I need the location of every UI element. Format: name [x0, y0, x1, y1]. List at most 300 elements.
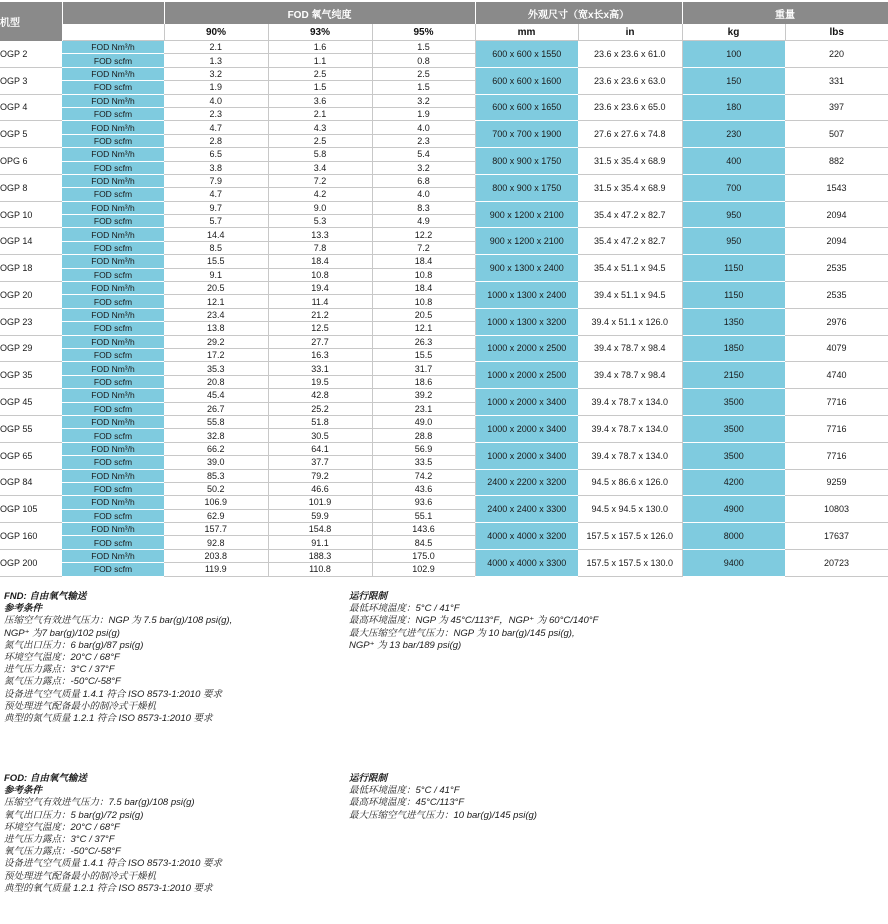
weight-lbs-cell: 4740 — [785, 362, 888, 389]
dims-mm-cell: 1000 x 2000 x 3400 — [475, 415, 578, 442]
notes-line: 典型的氮气质量 1.2.1 符合 ISO 8573-1:2010 要求 — [4, 713, 213, 725]
weight-kg-cell: 950 — [682, 201, 785, 228]
value-cell: 20.8 — [164, 375, 268, 388]
weight-lbs-cell: 397 — [785, 94, 888, 121]
weight-kg-cell: 180 — [682, 94, 785, 121]
value-cell: 119.9 — [164, 563, 268, 576]
dims-mm-cell: 600 x 600 x 1650 — [475, 94, 578, 121]
value-cell: 55.1 — [372, 509, 475, 522]
value-cell: 32.8 — [164, 429, 268, 442]
model-cell: OGP 10 — [0, 201, 62, 228]
header-model: 机型 — [0, 2, 62, 41]
notes-subtitle: 参考条件 — [4, 603, 43, 615]
unit-cell: FOD scfm — [62, 161, 164, 174]
unit-cell: FOD scfm — [62, 563, 164, 576]
unit-cell: FOD Nm³/h — [62, 174, 164, 187]
value-cell: 13.8 — [164, 322, 268, 335]
unit-cell: FOD scfm — [62, 482, 164, 495]
unit-cell: FOD scfm — [62, 107, 164, 120]
dims-in-cell: 94.5 x 94.5 x 130.0 — [578, 496, 682, 523]
header-purity-95: 95% — [372, 24, 475, 41]
unit-cell: FOD scfm — [62, 81, 164, 94]
dims-in-cell: 39.4 x 51.1 x 94.5 — [578, 282, 682, 309]
value-cell: 9.1 — [164, 268, 268, 281]
unit-cell: FOD scfm — [62, 509, 164, 522]
value-cell: 1.5 — [268, 81, 372, 94]
dims-in-cell: 35.4 x 51.1 x 94.5 — [578, 255, 682, 282]
header-dims-group: 外观尺寸（宽x长x高） — [475, 2, 682, 24]
unit-cell: FOD Nm³/h — [62, 469, 164, 482]
value-cell: 85.3 — [164, 469, 268, 482]
value-cell: 4.0 — [164, 94, 268, 107]
table-row — [0, 335, 888, 348]
model-cell: OGP 5 — [0, 121, 62, 148]
value-cell: 1.6 — [268, 41, 372, 54]
notes-line: 预处理进气配备最小的制冷式干燥机 — [4, 700, 157, 712]
value-cell: 43.6 — [372, 482, 475, 495]
dims-mm-cell: 800 x 900 x 1750 — [475, 174, 578, 201]
table-row — [0, 228, 888, 241]
unit-cell: FOD scfm — [62, 348, 164, 361]
table-row — [0, 148, 888, 161]
value-cell: 25.2 — [268, 402, 372, 415]
unit-cell: FOD scfm — [62, 402, 164, 415]
table-row — [0, 41, 888, 54]
value-cell: 4.9 — [372, 215, 475, 228]
header-row-sub — [0, 24, 888, 41]
value-cell: 11.4 — [268, 295, 372, 308]
notes-line: 环境空气温度：20°C / 68°F — [4, 821, 120, 833]
notes-line: 氧气出口压力：5 bar(g)/72 psi(g) — [4, 809, 144, 821]
notes-line: NGP⁺ 为 13 bar/189 psi(g) — [349, 639, 462, 651]
notes-lines — [349, 785, 537, 822]
unit-cell: FOD Nm³/h — [62, 335, 164, 348]
notes-title: 运行限制 — [349, 591, 388, 602]
unit-cell: FOD scfm — [62, 188, 164, 201]
weight-kg-cell: 1150 — [682, 282, 785, 309]
weight-lbs-cell: 2094 — [785, 201, 888, 228]
dims-mm-cell: 1000 x 1300 x 2400 — [475, 282, 578, 309]
header-weight-group: 重量 — [682, 2, 888, 24]
value-cell: 92.8 — [164, 536, 268, 549]
model-cell: OGP 45 — [0, 389, 62, 416]
dims-mm-cell: 4000 x 4000 x 3200 — [475, 523, 578, 550]
dims-mm-cell: 1000 x 2000 x 3400 — [475, 442, 578, 469]
notes-top-left — [4, 591, 232, 725]
value-cell: 5.8 — [268, 148, 372, 161]
notes-line: 氮气出口压力：6 bar(g)/87 psi(g) — [4, 639, 144, 651]
weight-lbs-cell: 4079 — [785, 335, 888, 362]
value-cell: 15.5 — [372, 348, 475, 361]
header-purity-group: FOD 氧气纯度 — [164, 2, 475, 24]
value-cell: 28.8 — [372, 429, 475, 442]
value-cell: 5.7 — [164, 215, 268, 228]
model-cell: OGP 200 — [0, 549, 62, 576]
model-cell: OGP 14 — [0, 228, 62, 255]
dims-in-cell: 39.4 x 78.7 x 134.0 — [578, 389, 682, 416]
value-cell: 55.8 — [164, 415, 268, 428]
value-cell: 6.8 — [372, 174, 475, 187]
value-cell: 33.1 — [268, 362, 372, 375]
dims-in-cell: 39.4 x 78.7 x 98.4 — [578, 362, 682, 389]
weight-lbs-cell: 882 — [785, 148, 888, 175]
unit-cell: FOD Nm³/h — [62, 148, 164, 161]
header-in: in — [578, 24, 682, 41]
notes-line: NGP⁺ 为7 bar(g)/102 psi(g) — [4, 627, 120, 639]
notes-title: 运行限制 — [349, 773, 388, 784]
value-cell: 17.2 — [164, 348, 268, 361]
weight-kg-cell: 3500 — [682, 442, 785, 469]
value-cell: 29.2 — [164, 335, 268, 348]
value-cell: 12.5 — [268, 322, 372, 335]
model-cell: OGP 18 — [0, 255, 62, 282]
value-cell: 10.8 — [268, 268, 372, 281]
notes-lines — [349, 603, 598, 652]
dims-mm-cell: 1000 x 2000 x 3400 — [475, 389, 578, 416]
table-row — [0, 201, 888, 214]
weight-kg-cell: 3500 — [682, 415, 785, 442]
value-cell: 19.5 — [268, 375, 372, 388]
value-cell: 23.1 — [372, 402, 475, 415]
value-cell: 12.2 — [372, 228, 475, 241]
dims-in-cell: 23.6 x 23.6 x 63.0 — [578, 67, 682, 94]
value-cell: 1.1 — [268, 54, 372, 67]
table-row — [0, 308, 888, 321]
value-cell: 4.2 — [268, 188, 372, 201]
weight-lbs-cell: 10803 — [785, 496, 888, 523]
table-row — [0, 549, 888, 562]
weight-kg-cell: 4900 — [682, 496, 785, 523]
value-cell: 3.4 — [268, 161, 372, 174]
weight-lbs-cell: 17637 — [785, 523, 888, 550]
value-cell: 157.7 — [164, 523, 268, 536]
weight-lbs-cell: 331 — [785, 67, 888, 94]
header-row-group — [0, 2, 888, 24]
value-cell: 101.9 — [268, 496, 372, 509]
value-cell: 8.5 — [164, 241, 268, 254]
value-cell: 1.5 — [372, 41, 475, 54]
weight-kg-cell: 9400 — [682, 549, 785, 576]
notes-line: 最大压缩空气进气压力：NGP 为 10 bar(g)/145 psi(g), — [349, 627, 575, 639]
notes-line: 设备进气空气质量 1.4.1 符合 ISO 8573-1:2010 要求 — [4, 858, 223, 870]
spec-table-body — [0, 41, 888, 577]
value-cell: 106.9 — [164, 496, 268, 509]
value-cell: 3.2 — [372, 94, 475, 107]
unit-cell: FOD Nm³/h — [62, 496, 164, 509]
dims-mm-cell: 900 x 1200 x 2100 — [475, 228, 578, 255]
value-cell: 1.9 — [372, 107, 475, 120]
table-row — [0, 174, 888, 187]
value-cell: 18.4 — [372, 255, 475, 268]
header-purity-93: 93% — [268, 24, 372, 41]
spec-table — [0, 2, 888, 577]
dims-in-cell: 94.5 x 86.6 x 126.0 — [578, 469, 682, 496]
notes-bottom-left — [4, 773, 222, 895]
value-cell: 2.3 — [372, 134, 475, 147]
model-cell: OGP 3 — [0, 67, 62, 94]
weight-kg-cell: 100 — [682, 41, 785, 68]
value-cell: 16.3 — [268, 348, 372, 361]
table-row — [0, 389, 888, 402]
value-cell: 12.1 — [164, 295, 268, 308]
weight-kg-cell: 1150 — [682, 255, 785, 282]
notes-line: 最低环境温度：5°C / 41°F — [349, 603, 460, 615]
weight-kg-cell: 3500 — [682, 389, 785, 416]
header-unit-spacer — [62, 2, 164, 24]
table-row — [0, 442, 888, 455]
dims-in-cell: 35.4 x 47.2 x 82.7 — [578, 228, 682, 255]
unit-cell: FOD Nm³/h — [62, 523, 164, 536]
dims-mm-cell: 1000 x 2000 x 2500 — [475, 335, 578, 362]
model-cell: OGP 84 — [0, 469, 62, 496]
value-cell: 15.5 — [164, 255, 268, 268]
model-cell: OGP 4 — [0, 94, 62, 121]
table-row — [0, 255, 888, 268]
dims-in-cell: 23.6 x 23.6 x 65.0 — [578, 94, 682, 121]
table-row — [0, 496, 888, 509]
notes-line: 典型的氧气质量 1.2.1 符合 ISO 8573-1:2010 要求 — [4, 882, 213, 894]
dims-in-cell: 31.5 x 35.4 x 68.9 — [578, 148, 682, 175]
dims-in-cell: 31.5 x 35.4 x 68.9 — [578, 174, 682, 201]
dims-mm-cell: 600 x 600 x 1550 — [475, 41, 578, 68]
value-cell: 2.5 — [268, 134, 372, 147]
notes-line: 最大压缩空气进气压力：10 bar(g)/145 psi(g) — [349, 809, 537, 821]
unit-cell: FOD Nm³/h — [62, 308, 164, 321]
weight-lbs-cell: 2976 — [785, 308, 888, 335]
dims-in-cell: 39.4 x 78.7 x 98.4 — [578, 335, 682, 362]
value-cell: 1.5 — [372, 81, 475, 94]
value-cell: 4.3 — [268, 121, 372, 134]
value-cell: 49.0 — [372, 415, 475, 428]
unit-cell: FOD scfm — [62, 134, 164, 147]
value-cell: 18.4 — [372, 282, 475, 295]
header-unit-blank — [62, 24, 164, 41]
notes-line: 进气压力露点：3°C / 37°F — [4, 664, 115, 676]
header-purity-90: 90% — [164, 24, 268, 41]
value-cell: 2.8 — [164, 134, 268, 147]
value-cell: 37.7 — [268, 456, 372, 469]
weight-lbs-cell: 2535 — [785, 255, 888, 282]
value-cell: 35.3 — [164, 362, 268, 375]
value-cell: 9.7 — [164, 201, 268, 214]
unit-cell: FOD Nm³/h — [62, 201, 164, 214]
value-cell: 62.9 — [164, 509, 268, 522]
value-cell: 39.2 — [372, 389, 475, 402]
notes-lines — [4, 615, 232, 725]
weight-lbs-cell: 20723 — [785, 549, 888, 576]
value-cell: 20.5 — [164, 282, 268, 295]
table-row — [0, 469, 888, 482]
weight-kg-cell: 230 — [682, 121, 785, 148]
notes-bottom-right — [349, 773, 537, 822]
dims-in-cell: 23.6 x 23.6 x 61.0 — [578, 41, 682, 68]
value-cell: 84.5 — [372, 536, 475, 549]
value-cell: 7.8 — [268, 241, 372, 254]
value-cell: 154.8 — [268, 523, 372, 536]
weight-lbs-cell: 2535 — [785, 282, 888, 309]
weight-lbs-cell: 2094 — [785, 228, 888, 255]
unit-cell: FOD Nm³/h — [62, 94, 164, 107]
unit-cell: FOD scfm — [62, 54, 164, 67]
value-cell: 4.7 — [164, 121, 268, 134]
unit-cell: FOD Nm³/h — [62, 41, 164, 54]
value-cell: 2.1 — [164, 41, 268, 54]
unit-cell: FOD Nm³/h — [62, 121, 164, 134]
value-cell: 1.9 — [164, 81, 268, 94]
unit-cell: FOD Nm³/h — [62, 549, 164, 562]
value-cell: 3.6 — [268, 94, 372, 107]
value-cell: 51.8 — [268, 415, 372, 428]
value-cell: 18.6 — [372, 375, 475, 388]
value-cell: 203.8 — [164, 549, 268, 562]
value-cell: 23.4 — [164, 308, 268, 321]
value-cell: 4.7 — [164, 188, 268, 201]
dims-mm-cell: 1000 x 2000 x 2500 — [475, 362, 578, 389]
value-cell: 0.8 — [372, 54, 475, 67]
notes-lines — [4, 797, 222, 895]
weight-kg-cell: 950 — [682, 228, 785, 255]
model-cell: OGP 20 — [0, 282, 62, 309]
value-cell: 102.9 — [372, 563, 475, 576]
dims-in-cell: 39.4 x 51.1 x 126.0 — [578, 308, 682, 335]
notes-line: 预处理进气配备最小的制冷式干燥机 — [4, 870, 157, 882]
notes-top-right — [349, 591, 598, 652]
value-cell: 33.5 — [372, 456, 475, 469]
value-cell: 12.1 — [372, 322, 475, 335]
model-cell: OGP 29 — [0, 335, 62, 362]
value-cell: 26.3 — [372, 335, 475, 348]
model-cell: OGP 35 — [0, 362, 62, 389]
value-cell: 2.3 — [164, 107, 268, 120]
notes-line: 最高环境温度：NGP 为 45°C/113°F，NGP⁺ 为 60°C/140°F — [349, 615, 599, 627]
value-cell: 7.2 — [268, 174, 372, 187]
value-cell: 74.2 — [372, 469, 475, 482]
value-cell: 93.6 — [372, 496, 475, 509]
dims-mm-cell: 4000 x 4000 x 3300 — [475, 549, 578, 576]
weight-kg-cell: 1350 — [682, 308, 785, 335]
header-kg: kg — [682, 24, 785, 41]
dims-in-cell: 27.6 x 27.6 x 74.8 — [578, 121, 682, 148]
dims-in-cell: 157.5 x 157.5 x 126.0 — [578, 523, 682, 550]
value-cell: 42.8 — [268, 389, 372, 402]
dims-mm-cell: 1000 x 1300 x 3200 — [475, 308, 578, 335]
unit-cell: FOD scfm — [62, 322, 164, 335]
notes-line: 环境空气温度：20°C / 68°F — [4, 652, 120, 664]
value-cell: 14.4 — [164, 228, 268, 241]
value-cell: 3.8 — [164, 161, 268, 174]
unit-cell: FOD Nm³/h — [62, 362, 164, 375]
value-cell: 39.0 — [164, 456, 268, 469]
value-cell: 7.2 — [372, 241, 475, 254]
value-cell: 4.0 — [372, 188, 475, 201]
unit-cell: FOD Nm³/h — [62, 415, 164, 428]
table-row — [0, 523, 888, 536]
value-cell: 30.5 — [268, 429, 372, 442]
value-cell: 46.6 — [268, 482, 372, 495]
header-lbs: lbs — [785, 24, 888, 41]
weight-kg-cell: 4200 — [682, 469, 785, 496]
table-row — [0, 121, 888, 134]
unit-cell: FOD Nm³/h — [62, 442, 164, 455]
weight-kg-cell: 8000 — [682, 523, 785, 550]
value-cell: 8.3 — [372, 201, 475, 214]
model-cell: OGP 65 — [0, 442, 62, 469]
model-cell: OGP 2 — [0, 41, 62, 68]
notes-line: 压缩空气有效进气压力：NGP 为 7.5 bar(g)/108 psi(g), — [4, 615, 233, 627]
dims-mm-cell: 700 x 700 x 1900 — [475, 121, 578, 148]
notes-line: 进气压力露点：3°C / 37°F — [4, 834, 115, 846]
dims-mm-cell: 900 x 1300 x 2400 — [475, 255, 578, 282]
dims-in-cell: 39.4 x 78.7 x 134.0 — [578, 415, 682, 442]
value-cell: 21.2 — [268, 308, 372, 321]
notes-line: 压缩空气有效进气压力：7.5 bar(g)/108 psi(g) — [4, 797, 195, 809]
table-row — [0, 362, 888, 375]
value-cell: 45.4 — [164, 389, 268, 402]
value-cell: 4.0 — [372, 121, 475, 134]
table-row — [0, 282, 888, 295]
dims-mm-cell: 2400 x 2200 x 3200 — [475, 469, 578, 496]
value-cell: 5.4 — [372, 148, 475, 161]
value-cell: 10.8 — [372, 268, 475, 281]
value-cell: 13.3 — [268, 228, 372, 241]
value-cell: 66.2 — [164, 442, 268, 455]
unit-cell: FOD scfm — [62, 215, 164, 228]
value-cell: 59.9 — [268, 509, 372, 522]
unit-cell: FOD scfm — [62, 536, 164, 549]
model-cell: OGP 23 — [0, 308, 62, 335]
table-row — [0, 67, 888, 80]
unit-cell: FOD scfm — [62, 375, 164, 388]
model-cell: OGP 160 — [0, 523, 62, 550]
value-cell: 7.9 — [164, 174, 268, 187]
notes-line: 最高环境温度：45°C/113°F — [349, 797, 465, 809]
value-cell: 5.3 — [268, 215, 372, 228]
dims-mm-cell: 800 x 900 x 1750 — [475, 148, 578, 175]
value-cell: 56.9 — [372, 442, 475, 455]
value-cell: 20.5 — [372, 308, 475, 321]
value-cell: 1.3 — [164, 54, 268, 67]
notes-line: 最低环境温度：5°C / 41°F — [349, 785, 460, 797]
notes-title: FND: 自由氧气输送 — [4, 591, 87, 602]
unit-cell: FOD scfm — [62, 456, 164, 469]
value-cell: 91.1 — [268, 536, 372, 549]
model-cell: OGP 8 — [0, 174, 62, 201]
notes-line: 氧气压力露点：-50°C/-58°F — [4, 846, 121, 858]
notes-line: 氮气压力露点：-50°C/-58°F — [4, 676, 121, 688]
table-row — [0, 94, 888, 107]
dims-mm-cell: 600 x 600 x 1600 — [475, 67, 578, 94]
model-cell: OGP 105 — [0, 496, 62, 523]
weight-lbs-cell: 507 — [785, 121, 888, 148]
unit-cell: FOD Nm³/h — [62, 67, 164, 80]
unit-cell: FOD scfm — [62, 241, 164, 254]
weight-kg-cell: 1850 — [682, 335, 785, 362]
weight-lbs-cell: 220 — [785, 41, 888, 68]
value-cell: 19.4 — [268, 282, 372, 295]
unit-cell: FOD Nm³/h — [62, 389, 164, 402]
unit-cell: FOD scfm — [62, 429, 164, 442]
weight-lbs-cell: 7716 — [785, 415, 888, 442]
value-cell: 2.1 — [268, 107, 372, 120]
value-cell: 27.7 — [268, 335, 372, 348]
model-cell: OPG 6 — [0, 148, 62, 175]
dims-mm-cell: 2400 x 2400 x 3300 — [475, 496, 578, 523]
unit-cell: FOD Nm³/h — [62, 255, 164, 268]
dims-in-cell: 157.5 x 157.5 x 130.0 — [578, 549, 682, 576]
weight-kg-cell: 2150 — [682, 362, 785, 389]
value-cell: 3.2 — [164, 67, 268, 80]
value-cell: 6.5 — [164, 148, 268, 161]
